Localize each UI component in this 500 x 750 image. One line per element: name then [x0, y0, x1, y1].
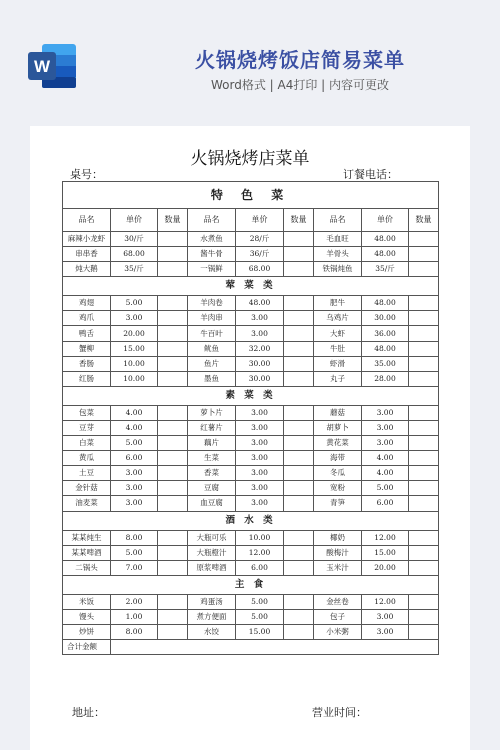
menu-item-row — [63, 530, 439, 545]
item-name: 二锅头 — [63, 560, 111, 575]
item-name: 玉米汁 — [314, 560, 362, 575]
menu-item-row — [63, 371, 439, 386]
item-qty — [409, 341, 439, 356]
item-qty — [284, 326, 314, 341]
item-price: 3.00 — [236, 420, 284, 435]
item-name: 金针菇 — [63, 481, 111, 496]
item-name: 米饭 — [63, 594, 111, 609]
item-name: 羊肉卷 — [188, 296, 236, 311]
item-name: 黄瓜 — [63, 451, 111, 466]
item-name: 金丝卷 — [314, 594, 362, 609]
menu-table — [62, 181, 439, 655]
item-qty — [284, 594, 314, 609]
section-row — [63, 575, 439, 594]
item-qty — [158, 247, 188, 262]
total-amount-label: 合计金额 — [63, 640, 111, 655]
item-qty — [158, 436, 188, 451]
item-price: 48.00 — [362, 341, 409, 356]
item-price: 4.00 — [111, 405, 158, 420]
item-qty — [409, 356, 439, 371]
column-header: 数量 — [158, 209, 188, 232]
section-title: 荤 菜 类 — [63, 277, 439, 296]
item-name: 鸭舌 — [63, 326, 111, 341]
item-price: 3.00 — [362, 420, 409, 435]
item-qty — [158, 624, 188, 639]
menu-item-row — [63, 466, 439, 481]
menu-item-row — [63, 247, 439, 262]
item-price: 3.00 — [111, 311, 158, 326]
item-price: 3.00 — [236, 451, 284, 466]
item-qty — [409, 420, 439, 435]
item-price: 36/斤 — [236, 247, 284, 262]
item-qty — [158, 545, 188, 560]
column-header: 数量 — [409, 209, 439, 232]
item-name: 酱牛骨 — [188, 247, 236, 262]
item-qty — [409, 311, 439, 326]
item-name: 原浆啤酒 — [188, 560, 236, 575]
item-name: 某某啤酒 — [63, 545, 111, 560]
item-name: 宽粉 — [314, 481, 362, 496]
item-name: 鸡蛋汤 — [188, 594, 236, 609]
item-qty — [284, 436, 314, 451]
item-price: 10.00 — [111, 356, 158, 371]
menu-item-row — [63, 356, 439, 371]
section-title: 主 食 — [63, 575, 439, 594]
menu-item-row — [63, 481, 439, 496]
item-price: 5.00 — [111, 436, 158, 451]
item-price: 35.00 — [362, 356, 409, 371]
item-qty — [284, 420, 314, 435]
item-qty — [158, 232, 188, 247]
item-qty — [284, 481, 314, 496]
item-name: 煮方便面 — [188, 609, 236, 624]
item-price: 3.00 — [236, 481, 284, 496]
item-price: 4.00 — [362, 451, 409, 466]
item-qty — [158, 466, 188, 481]
item-qty — [409, 560, 439, 575]
item-name: 串串香 — [63, 247, 111, 262]
item-price: 15.00 — [362, 545, 409, 560]
item-price: 5.00 — [236, 594, 284, 609]
section-row — [63, 386, 439, 405]
item-price: 15.00 — [111, 341, 158, 356]
item-name: 白菜 — [63, 436, 111, 451]
item-price: 3.00 — [236, 326, 284, 341]
item-price: 68.00 — [236, 262, 284, 277]
item-qty — [284, 466, 314, 481]
item-price: 30.00 — [362, 311, 409, 326]
column-header: 品名 — [314, 209, 362, 232]
item-name: 包子 — [314, 609, 362, 624]
item-name: 生菜 — [188, 451, 236, 466]
item-price: 5.00 — [111, 545, 158, 560]
item-name: 包菜 — [63, 405, 111, 420]
item-qty — [409, 262, 439, 277]
item-name: 乌鸡片 — [314, 311, 362, 326]
menu-item-row — [63, 326, 439, 341]
item-qty — [158, 311, 188, 326]
item-price: 3.00 — [236, 436, 284, 451]
item-name: 海带 — [314, 451, 362, 466]
item-qty — [284, 545, 314, 560]
section-row — [63, 182, 439, 209]
menu-item-row — [63, 232, 439, 247]
item-name: 馒头 — [63, 609, 111, 624]
item-qty — [158, 296, 188, 311]
item-price: 6.00 — [111, 451, 158, 466]
item-qty — [409, 296, 439, 311]
item-qty — [409, 247, 439, 262]
item-name: 土豆 — [63, 466, 111, 481]
item-qty — [158, 560, 188, 575]
item-name: 藕片 — [188, 436, 236, 451]
menu-item-row — [63, 436, 439, 451]
item-name: 虾滑 — [314, 356, 362, 371]
column-header: 品名 — [188, 209, 236, 232]
banner-title: 火锅烧烤饭店简易菜单 — [195, 48, 405, 72]
column-header: 单价 — [362, 209, 409, 232]
item-qty — [158, 496, 188, 511]
item-price: 35/斤 — [362, 262, 409, 277]
item-name: 冬瓜 — [314, 466, 362, 481]
item-name: 羊肉串 — [188, 311, 236, 326]
column-header: 单价 — [236, 209, 284, 232]
item-price: 1.00 — [111, 609, 158, 624]
item-price: 12.00 — [362, 594, 409, 609]
item-name: 鸡爪 — [63, 311, 111, 326]
document-title: 火锅烧烤店菜单 — [190, 149, 310, 169]
item-qty — [284, 247, 314, 262]
item-price: 3.00 — [362, 436, 409, 451]
column-header: 数量 — [284, 209, 314, 232]
item-price: 20.00 — [111, 326, 158, 341]
address-label: 地址： — [72, 706, 105, 719]
menu-item-row — [63, 311, 439, 326]
item-name: 蟹柳 — [63, 341, 111, 356]
item-price: 6.00 — [236, 560, 284, 575]
item-price: 48.00 — [236, 296, 284, 311]
svg-text:W: W — [33, 57, 51, 76]
menu-item-row — [63, 496, 439, 511]
item-name: 羊骨头 — [314, 247, 362, 262]
item-price: 4.00 — [111, 420, 158, 435]
item-qty — [409, 451, 439, 466]
item-qty — [158, 481, 188, 496]
item-name: 毛血旺 — [314, 232, 362, 247]
item-qty — [158, 371, 188, 386]
item-name: 香肠 — [63, 356, 111, 371]
item-price: 20.00 — [362, 560, 409, 575]
item-name: 蘑菇 — [314, 405, 362, 420]
item-price: 4.00 — [362, 466, 409, 481]
menu-item-row — [63, 405, 439, 420]
item-name: 水饺 — [188, 624, 236, 639]
item-qty — [409, 609, 439, 624]
total-row — [63, 640, 439, 655]
item-price: 10.00 — [111, 371, 158, 386]
section-title: 酒 水 类 — [63, 511, 439, 530]
menu-item-row — [63, 451, 439, 466]
item-qty — [284, 262, 314, 277]
item-qty — [284, 451, 314, 466]
item-qty — [284, 232, 314, 247]
menu-item-row — [63, 420, 439, 435]
item-name: 椰奶 — [314, 530, 362, 545]
order-phone-label: 订餐电话： — [343, 168, 398, 181]
item-price: 3.00 — [362, 405, 409, 420]
item-price: 36.00 — [362, 326, 409, 341]
item-name: 肥牛 — [314, 296, 362, 311]
header-banner — [0, 0, 500, 118]
item-qty — [284, 341, 314, 356]
item-qty — [284, 311, 314, 326]
section-title: 素 菜 类 — [63, 386, 439, 405]
item-qty — [284, 371, 314, 386]
item-price: 2.00 — [111, 594, 158, 609]
item-qty — [409, 371, 439, 386]
item-name: 麻辣小龙虾 — [63, 232, 111, 247]
item-price: 28/斤 — [236, 232, 284, 247]
item-price: 8.00 — [111, 530, 158, 545]
item-name: 香菜 — [188, 466, 236, 481]
item-name: 萝卜片 — [188, 405, 236, 420]
item-name: 大虾 — [314, 326, 362, 341]
item-name: 某某纯生 — [63, 530, 111, 545]
item-qty — [284, 296, 314, 311]
item-qty — [284, 609, 314, 624]
item-price: 15.00 — [236, 624, 284, 639]
item-price: 3.00 — [236, 405, 284, 420]
total-amount-value — [111, 640, 439, 655]
item-qty — [158, 420, 188, 435]
item-qty — [409, 436, 439, 451]
item-qty — [158, 405, 188, 420]
item-name: 鸡翅 — [63, 296, 111, 311]
menu-item-row — [63, 594, 439, 609]
item-price: 48.00 — [362, 296, 409, 311]
menu-item-row — [63, 624, 439, 639]
section-row — [63, 511, 439, 530]
item-qty — [158, 262, 188, 277]
item-name: 油麦菜 — [63, 496, 111, 511]
item-price: 30.00 — [236, 356, 284, 371]
item-price: 30.00 — [236, 371, 284, 386]
item-price: 12.00 — [362, 530, 409, 545]
item-name: 牛百叶 — [188, 326, 236, 341]
item-name: 丸子 — [314, 371, 362, 386]
item-price: 10.00 — [236, 530, 284, 545]
item-qty — [284, 496, 314, 511]
item-name: 墨鱼 — [188, 371, 236, 386]
column-header-row — [63, 209, 439, 232]
menu-item-row — [63, 296, 439, 311]
item-qty — [158, 594, 188, 609]
banner-subtitle: Word格式 | A4打印 | 内容可更改 — [210, 78, 390, 92]
item-price: 35/斤 — [111, 262, 158, 277]
item-name: 红薯片 — [188, 420, 236, 435]
item-qty — [409, 466, 439, 481]
item-qty — [158, 326, 188, 341]
item-price: 48.00 — [362, 232, 409, 247]
item-name: 牛肚 — [314, 341, 362, 356]
menu-item-row — [63, 609, 439, 624]
item-name: 小米粥 — [314, 624, 362, 639]
menu-item-row — [63, 341, 439, 356]
item-name: 水煮鱼 — [188, 232, 236, 247]
word-document-icon — [26, 42, 78, 90]
item-price: 48.00 — [362, 247, 409, 262]
item-name: 鱼片 — [188, 356, 236, 371]
item-price: 12.00 — [236, 545, 284, 560]
item-qty — [409, 405, 439, 420]
item-qty — [409, 530, 439, 545]
section-row — [63, 277, 439, 296]
item-price: 68.00 — [111, 247, 158, 262]
item-price: 5.00 — [362, 481, 409, 496]
item-qty — [284, 560, 314, 575]
item-name: 黄花菜 — [314, 436, 362, 451]
menu-item-row — [63, 545, 439, 560]
item-name: 炖大鹅 — [63, 262, 111, 277]
item-qty — [158, 609, 188, 624]
column-header: 品名 — [63, 209, 111, 232]
item-qty — [409, 232, 439, 247]
item-price: 28.00 — [362, 371, 409, 386]
desk-number-label: 桌号： — [70, 168, 103, 181]
item-price: 3.00 — [111, 466, 158, 481]
item-qty — [158, 341, 188, 356]
item-name: 炒饼 — [63, 624, 111, 639]
section-title: 特 色 菜 — [63, 182, 439, 209]
item-price: 8.00 — [111, 624, 158, 639]
item-name: 鱿鱼 — [188, 341, 236, 356]
item-qty — [284, 405, 314, 420]
item-name: 红肠 — [63, 371, 111, 386]
item-qty — [158, 451, 188, 466]
item-name: 铁锅炖鱼 — [314, 262, 362, 277]
item-price: 30/斤 — [111, 232, 158, 247]
item-qty — [409, 496, 439, 511]
item-price: 5.00 — [111, 296, 158, 311]
item-qty — [409, 594, 439, 609]
item-qty — [284, 624, 314, 639]
menu-item-row — [63, 560, 439, 575]
item-price: 3.00 — [362, 609, 409, 624]
item-name: 胡萝卜 — [314, 420, 362, 435]
item-name: 青笋 — [314, 496, 362, 511]
item-name: 酸梅汁 — [314, 545, 362, 560]
column-header: 单价 — [111, 209, 158, 232]
item-name: 大瓶可乐 — [188, 530, 236, 545]
menu-item-row — [63, 262, 439, 277]
item-qty — [158, 530, 188, 545]
item-price: 3.00 — [236, 496, 284, 511]
item-name: 豆腐 — [188, 481, 236, 496]
item-name: 豆芽 — [63, 420, 111, 435]
item-qty — [284, 356, 314, 371]
item-name: 血豆腐 — [188, 496, 236, 511]
business-hours-label: 营业时间： — [312, 706, 367, 719]
item-price: 3.00 — [236, 311, 284, 326]
item-qty — [409, 326, 439, 341]
item-name: 大瓶橙汁 — [188, 545, 236, 560]
item-price: 3.00 — [236, 466, 284, 481]
item-price: 5.00 — [236, 609, 284, 624]
item-price: 32.00 — [236, 341, 284, 356]
document-page — [30, 126, 470, 750]
item-price: 6.00 — [362, 496, 409, 511]
item-price: 7.00 — [111, 560, 158, 575]
item-qty — [409, 624, 439, 639]
item-price: 3.00 — [111, 496, 158, 511]
item-qty — [409, 545, 439, 560]
item-name: 一锅鲜 — [188, 262, 236, 277]
item-qty — [284, 530, 314, 545]
item-qty — [158, 356, 188, 371]
item-qty — [409, 481, 439, 496]
item-price: 3.00 — [362, 624, 409, 639]
item-price: 3.00 — [111, 481, 158, 496]
